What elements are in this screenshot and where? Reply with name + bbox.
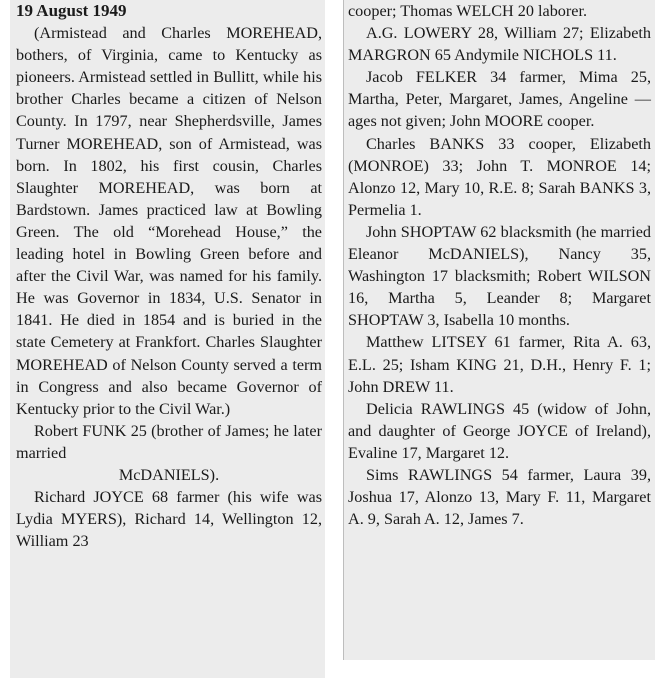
paragraph-litsey: Matthew LITSEY 61 farmer, Rita A. 63, E.L. 25; Isham KING 21, D.H., Henry F. 1; John DREW 11. [348,333,651,396]
paragraph-sims-rawlings: Sims RAWLINGS 54 farmer, Laura 39, Joshua 17, Alonzo 13, Mary F. 11, Margaret A. 9, Sarah A. 12, James 7. [348,465,651,529]
paragraph-morehead-history: (Armistead and Charles MOREHEAD, bothers, of Virginia, came to Kentucky as pioneers. Armistead settled in Bullitt, while his brother Charles became a citizen of Nelson County. In 1797, near Shepherdsville, James Turner MOREHEAD, son of Armistead, was born. In 1802, his first cousin, Charles Slaughter MOREHEAD, was born at Bardstown. James practiced law at Bowling Green. The old “Morehead House,” the leading hotel in Bowling Green before and after the Civil War, was named for his family. He was Governor in 1834, U.S. Senator in 1841. He died in 1854 and is buried in the state Cemetery at Frankfort. Charles Slaughter MOREHEAD of Nelson County served a term in Congress and also became Governor of Kentucky prior to the Civil War.) [16,24,322,418]
paragraph-shoptaw: John SHOPTAW 62 blacksmith (he married Eleanor McDANIELS), Nancy 35, Washington 17 blacksmith; Robert WILSON 16, Martha 5, Leander 8; Margaret SHOPTAW 3, Isabella 10 months. [348,222,651,330]
paragraph-lowery: A.G. LOWERY 28, William 27; Elizabeth MARGRON 65 Andymile NICHOLS 11. [348,24,651,65]
paragraph-robert-funk-end: McDANIELS). [118,465,220,484]
right-column [343,0,655,660]
paragraph-banks: Charles BANKS 33 cooper, Elizabeth (MONROE) 33; John T. MONROE 14; Alonzo 12, Mary 10, R.E. 8; Sarah BANKS 3, Permelia 1. [348,134,651,219]
paragraph-robert-funk: Robert FUNK 25 (brother of James; he later married [16,421,322,462]
paragraph-cooper-welch: cooper; Thomas WELCH 20 laborer. [348,2,588,20]
paragraph-delicia-rawlings: Delicia RAWLINGS 45 (widow of John, and daughter of George JOYCE of Ireland), Evaline 17, Margaret 12. [348,399,651,462]
column-gutter [325,0,343,690]
article-date: 19 August 1949 [16,1,127,20]
paragraph-felker: Jacob FELKER 34 farmer, Mima 25, Martha, Peter, Margaret, James, Angeline — ages not given; John MOORE cooper. [348,68,651,131]
paragraph-richard-joyce: Richard JOYCE 68 farmer (his wife was Lydia MYERS), Richard 14, Wellington 12, William 23 [16,488,322,551]
left-column [10,0,325,678]
